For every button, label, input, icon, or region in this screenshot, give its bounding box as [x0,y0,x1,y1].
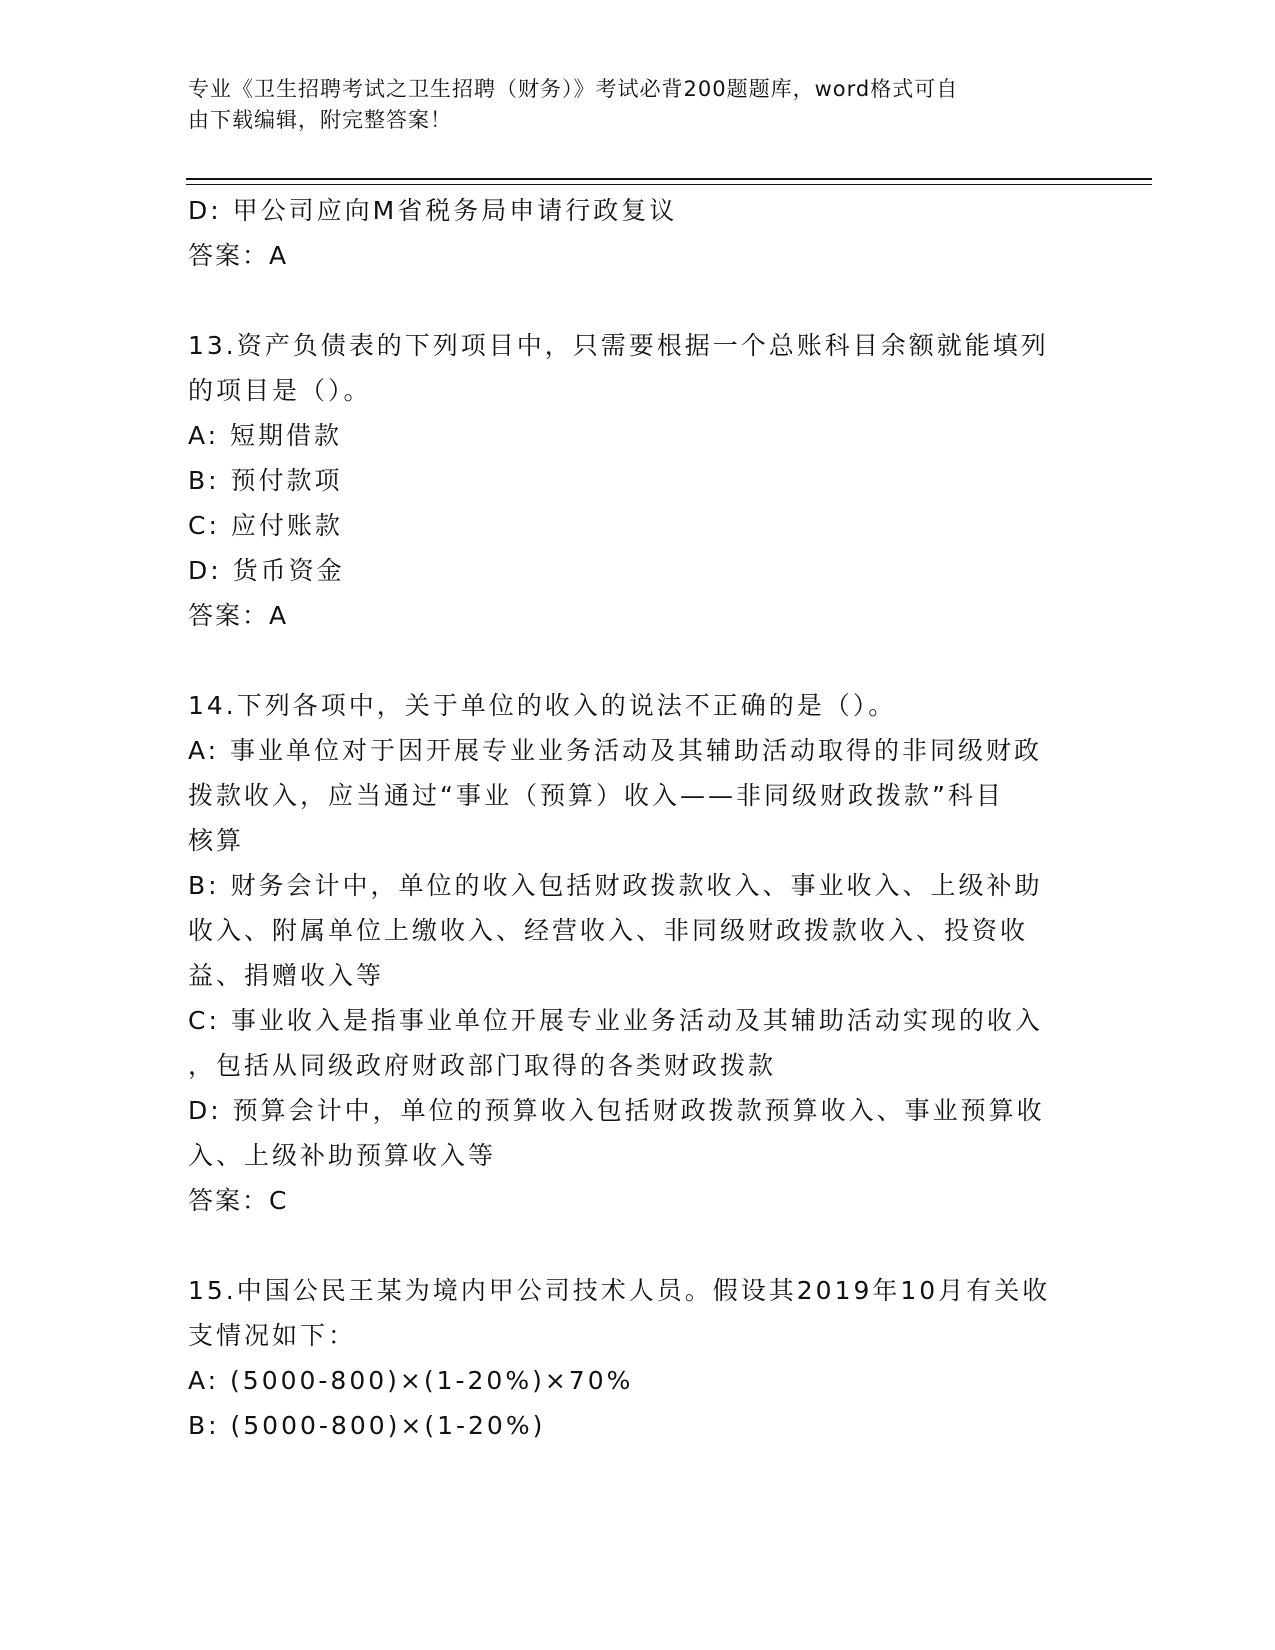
q14-option-d: D: 预算会计中，单位的预算收入包括财政拨款预算收入、事业预算收 [188,1096,1045,1125]
q14-option-b: 益、捐赠收入等 [188,961,385,990]
document-header [188,74,1068,136]
q13-stem: 的项目是（）。 [188,376,372,405]
q12-option-d: D: 甲公司应向M省税务局申请行政复议 [188,196,678,225]
q14-stem: 14.下列各项中，关于单位的收入的说法不正确的是（）。 [188,691,897,720]
q13-option-c: C: 应付账款 [188,511,343,540]
q15-stem: 支情况如下： [188,1321,357,1350]
q14-option-a: 拨款收入，应当通过“事业（预算）收入——非同级财政拨款”科目 [188,781,1004,810]
q14-option-c: C: 事业收入是指事业单位开展专业业务活动及其辅助活动实现的收入 [188,1006,1043,1035]
question-content [188,188,1088,1448]
q13-option-a: A: 短期借款 [188,421,343,450]
q15-option-b: B: (5000-800)×(1-20%) [188,1411,546,1440]
q15-stem: 15.中国公民王某为境内甲公司技术人员。假设其2019年10月有关收 [188,1276,1051,1305]
q14-answer: 答案：C [188,1186,289,1215]
q13-option-d: D: 货币资金 [188,556,345,585]
header-divider-thin [186,184,1152,185]
question-13-block [188,323,1088,638]
header-line: 专业《卫生招聘考试之卫生招聘（财务）》考试必背200题题库，word格式可自 [188,77,959,101]
q13-answer: 答案：A [188,601,289,630]
q14-option-d: 入、上级补助预算收入等 [188,1141,497,1170]
q14-option-a: A: 事业单位对于因开展专业业务活动及其辅助活动取得的非同级财政 [188,736,1043,765]
q14-option-c: ，包括从同级政府财政部门取得的各类财政拨款 [188,1051,777,1080]
q13-option-b: B: 预付款项 [188,466,343,495]
q14-option-a: 核算 [188,826,245,855]
question-14-block [188,683,1088,1223]
header-divider-thick [186,178,1152,180]
question-15-block [188,1268,1088,1448]
q12-answer: 答案：A [188,241,289,270]
q13-stem: 13.资产负债表的下列项目中，只需要根据一个总账科目余额就能填列 [188,331,1049,360]
header-line: 由下载编辑，附完整答案！ [188,108,452,132]
q14-option-b: B: 财务会计中，单位的收入包括财政拨款收入、事业收入、上级补助 [188,871,1043,900]
question-12-block [188,188,1088,278]
q15-option-a: A: (5000-800)×(1-20%)×70% [188,1366,634,1395]
q14-option-b: 收入、附属单位上缴收入、经营收入、非同级财政拨款收入、投资收 [188,916,1029,945]
